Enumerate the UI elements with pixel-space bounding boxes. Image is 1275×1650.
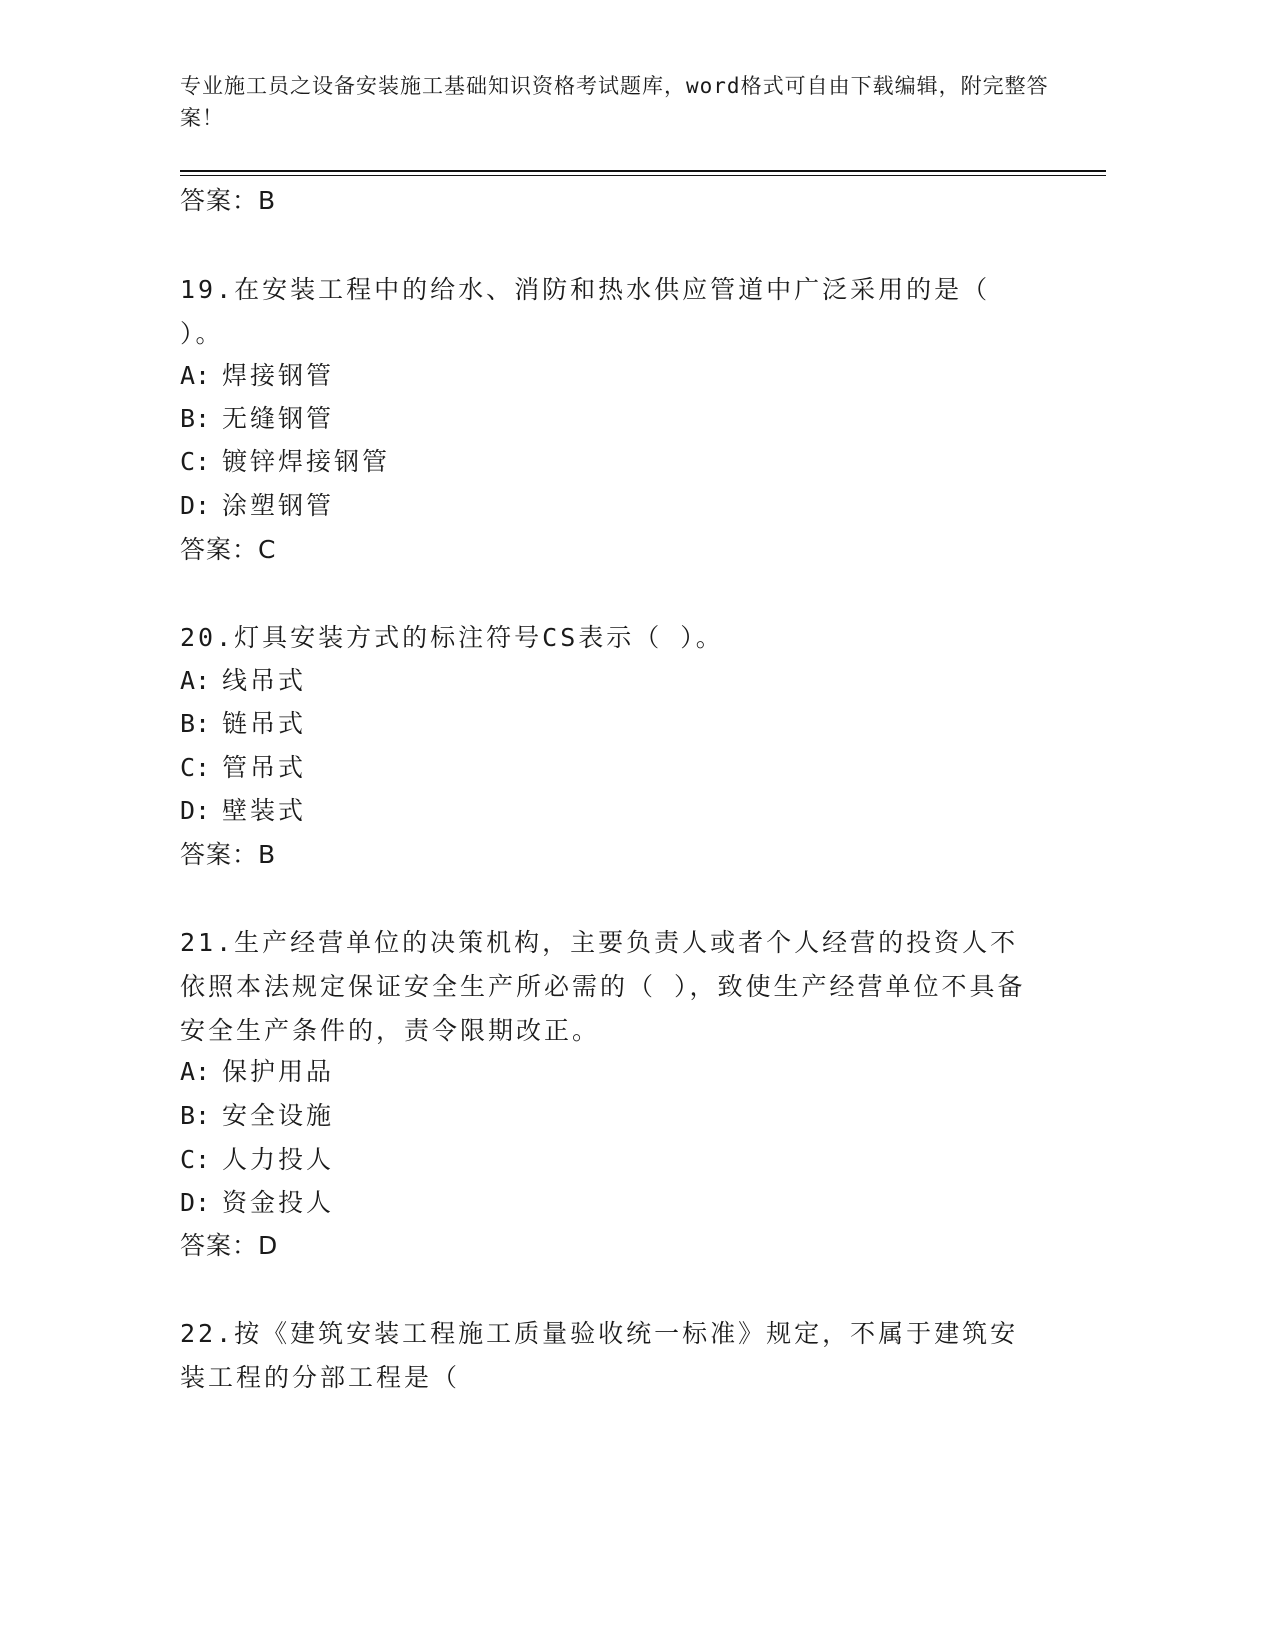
option-text: 链吊式 [222, 709, 307, 738]
option-letter: D: [180, 491, 211, 520]
question-19-option-a [180, 358, 334, 394]
option-letter: D: [180, 1188, 211, 1217]
option-letter: B: [180, 404, 211, 433]
answer-20: 答案：B [180, 840, 277, 869]
question-22-text: 22.按《建筑安装工程施工质量验收统一标准》规定，不属于建筑安装工程的分部工程是（ [180, 1319, 1019, 1392]
option-text: 无缝钢管 [222, 404, 335, 433]
option-text: 线吊式 [222, 666, 307, 695]
document-header: 专业施工员之设备安装施工基础知识资格考试题库，word格式可自由下载编辑，附完整答案！ [180, 74, 1049, 130]
answer-18: 答案：B [180, 186, 277, 215]
question-21-option-d [180, 1185, 334, 1221]
option-letter: C: [180, 753, 211, 782]
question-19-option-d [180, 488, 334, 524]
question-20-option-a [180, 663, 306, 699]
question-20-option-c [180, 750, 306, 786]
option-text: 人力投人 [222, 1145, 335, 1174]
option-letter: B: [180, 709, 211, 738]
option-text: 焊接钢管 [222, 361, 335, 390]
option-text: 涂塑钢管 [222, 491, 335, 520]
question-21-option-c [180, 1142, 334, 1178]
option-letter: B: [180, 1101, 211, 1130]
question-20-option-b [180, 706, 306, 742]
question-20-text: 20.灯具安装方式的标注符号CS表示（ ）。 [180, 623, 724, 652]
option-text: 管吊式 [222, 753, 307, 782]
question-19-text: 19.在安装工程中的给水、消防和热水供应管道中广泛采用的是（ ）。 [180, 275, 991, 348]
question-21-option-a [180, 1054, 334, 1090]
option-letter: D: [180, 796, 211, 825]
option-text: 安全设施 [222, 1101, 335, 1130]
header-divider-thick [180, 170, 1106, 172]
option-text: 壁装式 [222, 796, 307, 825]
option-letter: C: [180, 1145, 211, 1174]
question-21-option-b [180, 1098, 334, 1134]
option-text: 资金投人 [222, 1188, 335, 1217]
option-text: 镀锌焊接钢管 [222, 447, 391, 476]
option-letter: A: [180, 361, 211, 390]
question-19-option-c [180, 444, 390, 480]
question-19-option-b [180, 401, 334, 437]
question-21-text: 21.生产经营单位的决策机构，主要负责人或者个人经营的投资人不依照本法规定保证安全生产所必需的（ ），致使生产经营单位不具备安全生产条件的，责令限期改正。 [180, 928, 1026, 1045]
answer-19: 答案：C [180, 535, 277, 564]
option-text: 保护用品 [222, 1057, 335, 1086]
option-letter: A: [180, 666, 211, 695]
question-20-option-d [180, 793, 306, 829]
option-letter: A: [180, 1057, 211, 1086]
header-divider-thin [180, 175, 1106, 176]
option-letter: C: [180, 447, 211, 476]
answer-21: 答案：D [180, 1231, 279, 1260]
